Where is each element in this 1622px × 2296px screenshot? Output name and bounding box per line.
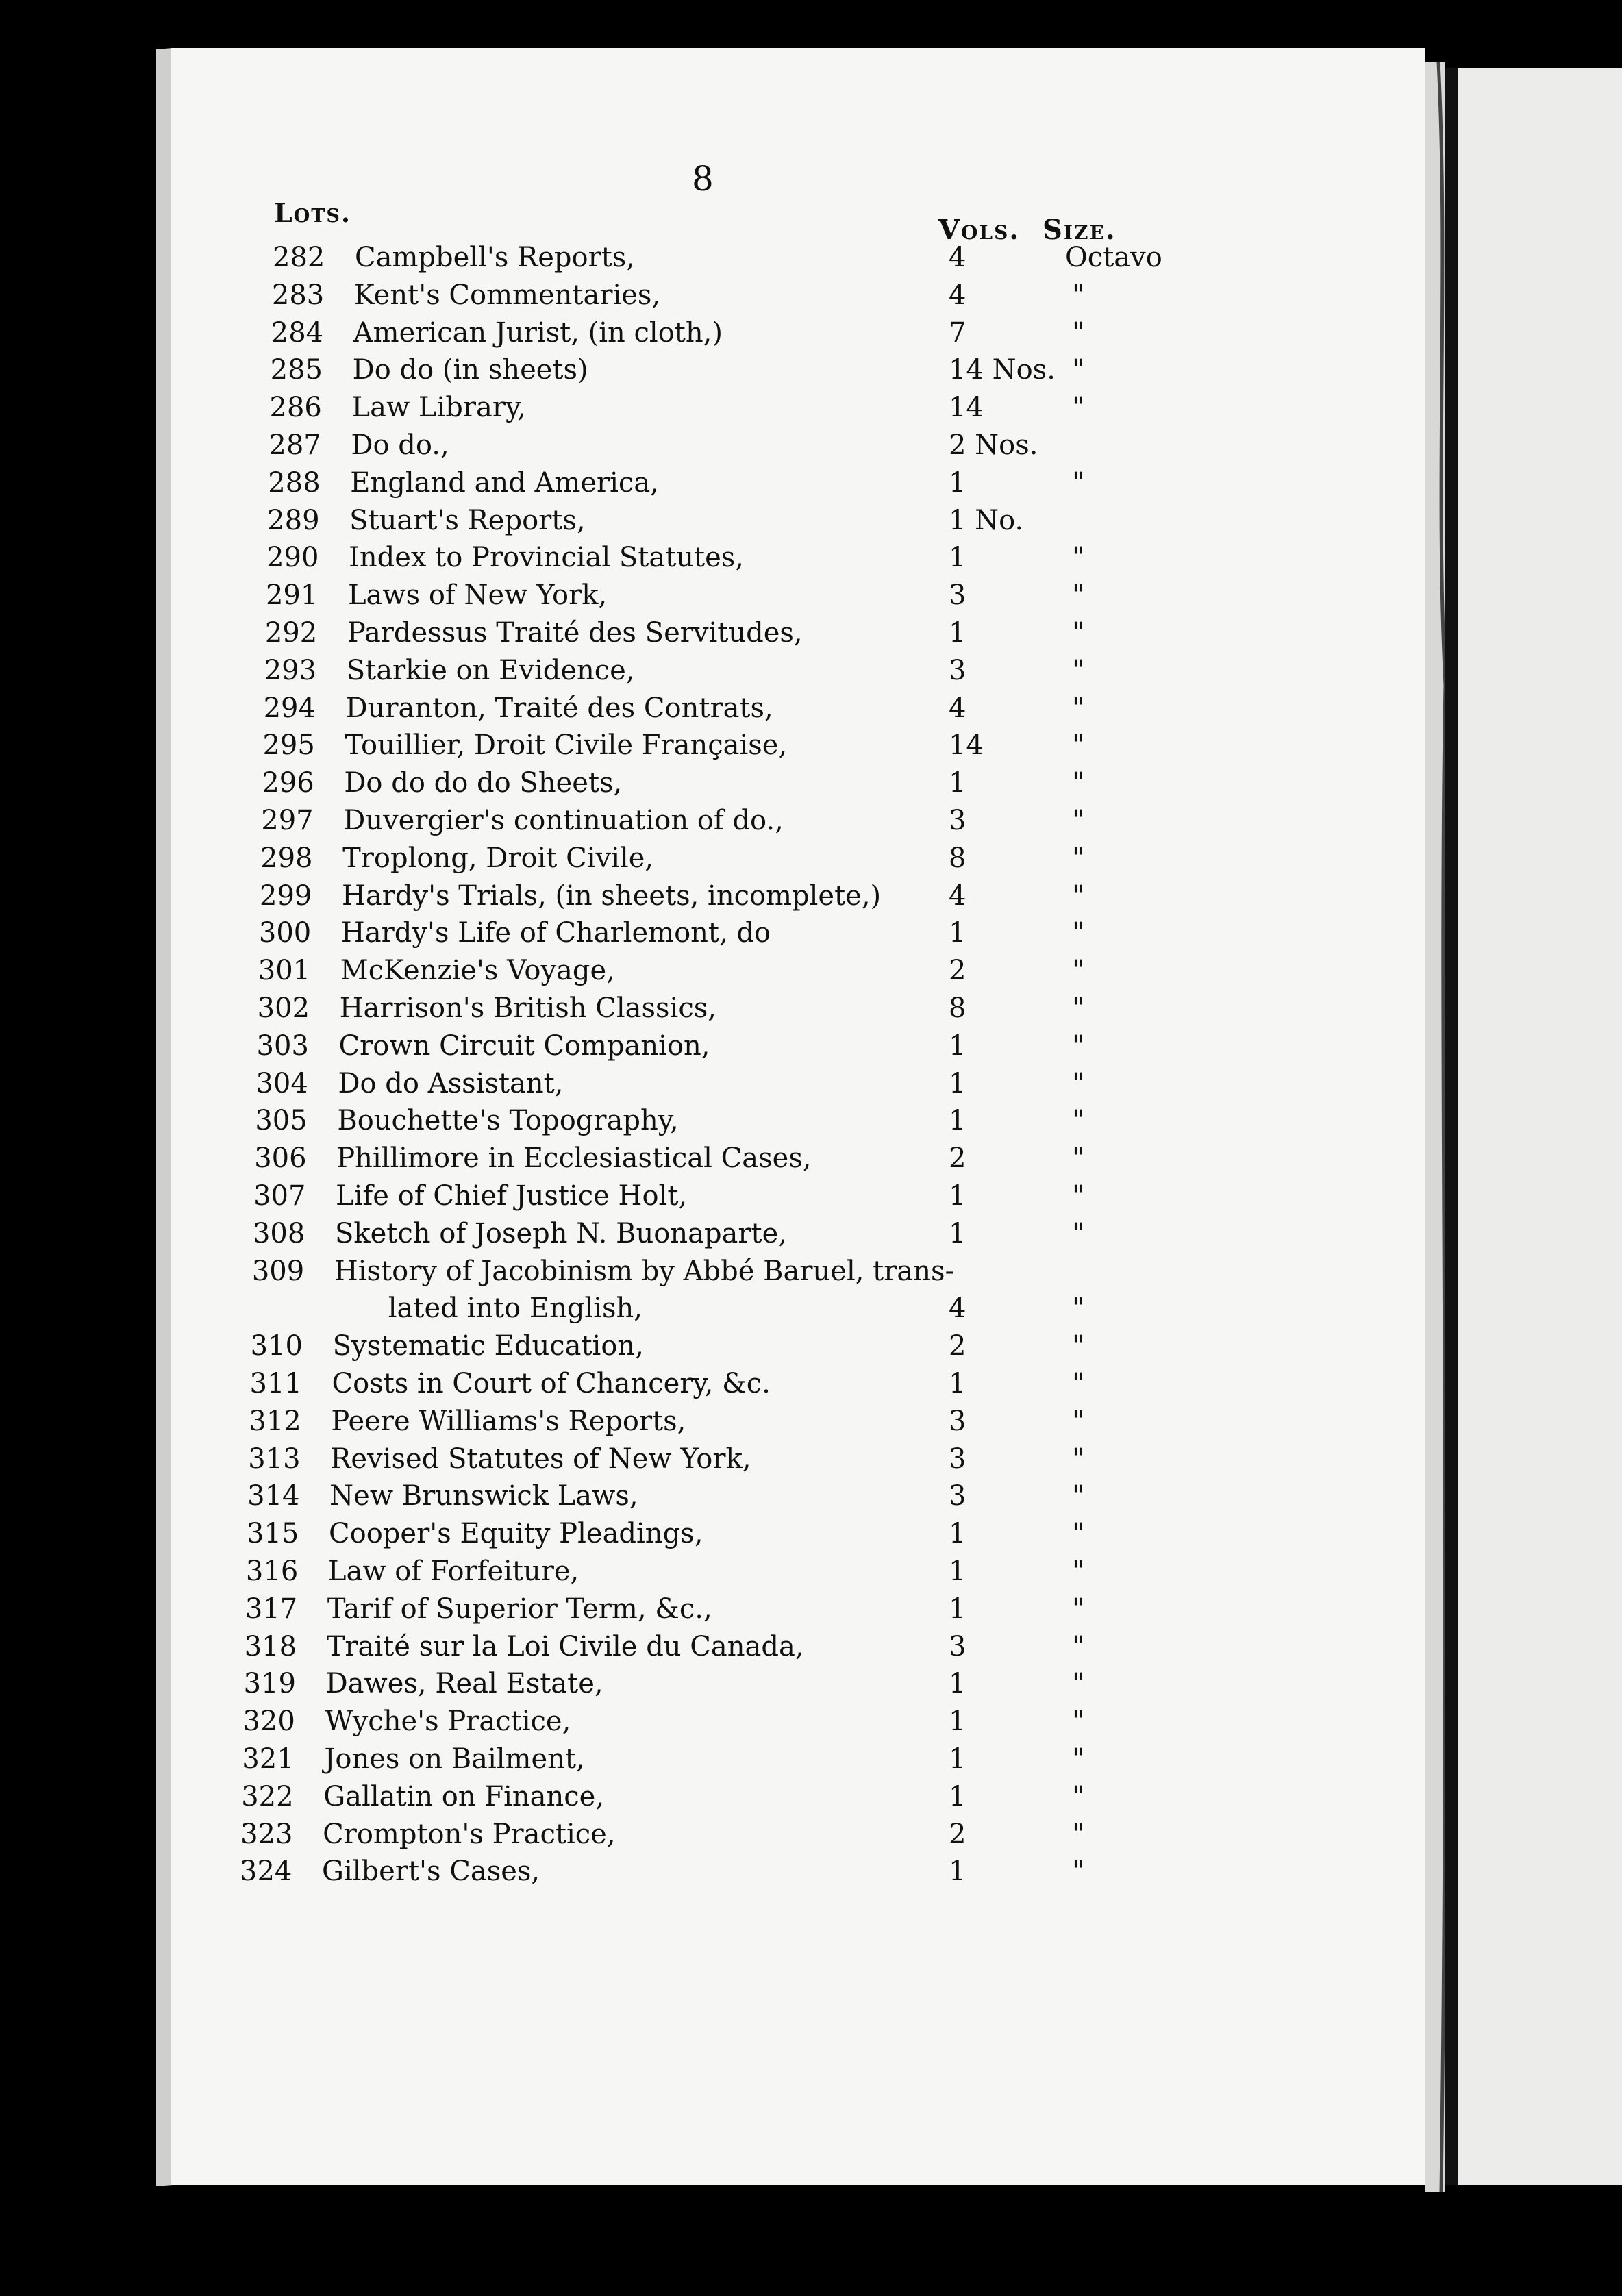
- lot-number: 315: [247, 1518, 299, 1550]
- volume-count: 3: [948, 1480, 966, 1512]
- lot-number: 286: [269, 392, 322, 424]
- book-size: ": [1071, 279, 1085, 311]
- book-title: Wyche's Practice,: [325, 1706, 571, 1738]
- lot-number: 308: [252, 1217, 305, 1249]
- volume-count: 3: [948, 1443, 966, 1475]
- book-title: Duranton, Traité des Contrats,: [345, 692, 773, 724]
- book-title: Dawes, Real Estate,: [325, 1668, 603, 1700]
- lot-number: 292: [264, 617, 318, 649]
- adjacent-page: [1456, 68, 1622, 2185]
- book-size: ": [1072, 1856, 1085, 1888]
- lot-number: 293: [264, 654, 317, 686]
- volume-count: 3: [948, 579, 966, 612]
- volume-count: 7: [948, 316, 966, 349]
- book-title: Gallatin on Finance,: [323, 1780, 605, 1812]
- lot-number: 309: [251, 1255, 305, 1287]
- book-size: ": [1071, 993, 1085, 1024]
- lot-number: 296: [262, 767, 314, 799]
- book-title: Sketch of Joseph N. Buonaparte,: [334, 1217, 787, 1249]
- book-size: ": [1071, 879, 1085, 912]
- volume-count: 3: [948, 1405, 966, 1437]
- volume-count: 4: [948, 692, 966, 724]
- book-title: Systematic Education,: [332, 1330, 644, 1362]
- lot-number: 295: [262, 729, 315, 762]
- book-size: ": [1071, 1556, 1085, 1587]
- lot-number: 311: [249, 1368, 302, 1399]
- volume-count: 1: [948, 542, 966, 574]
- book-title: New Brunswick Laws,: [329, 1480, 638, 1512]
- lot-number: 319: [243, 1668, 296, 1700]
- book-title: Phillimore in Ecclesiastical Cases,: [336, 1143, 812, 1175]
- book-size: ": [1071, 1443, 1085, 1475]
- lot-number: 282: [273, 242, 325, 273]
- lot-number: 288: [268, 466, 321, 499]
- lot-number: 298: [260, 842, 313, 874]
- volume-count: 8: [948, 993, 966, 1024]
- book-title: Stuart's Reports,: [349, 504, 586, 536]
- lot-number: 289: [267, 504, 320, 536]
- book-size: ": [1071, 466, 1085, 499]
- lot-number: 314: [247, 1480, 300, 1512]
- volume-count: 3: [948, 805, 966, 836]
- book-size: ": [1071, 1368, 1085, 1399]
- book-title: McKenzie's Voyage,: [340, 955, 615, 987]
- page-number: 8: [692, 159, 714, 199]
- volume-count: 2: [948, 1330, 966, 1362]
- lot-number: 303: [256, 1030, 309, 1062]
- lot-number: 322: [241, 1780, 294, 1812]
- lot-number: 317: [245, 1593, 298, 1625]
- book-title: Law Library,: [351, 392, 526, 424]
- book-size: ": [1071, 1217, 1085, 1249]
- book-title: Law of Forfeiture,: [327, 1556, 579, 1587]
- book-size: ": [1071, 692, 1085, 724]
- header-size: Size.: [1043, 214, 1116, 246]
- lot-number: 294: [263, 692, 316, 724]
- page-gutter: [1445, 68, 1458, 2185]
- volume-count: 1: [949, 1856, 966, 1888]
- volume-count: 1: [948, 1067, 966, 1099]
- book-size: ": [1071, 1330, 1085, 1362]
- volume-count: 2: [948, 955, 966, 987]
- book-title: Traité sur la Loi Civile du Canada,: [326, 1630, 804, 1662]
- book-size: ": [1071, 654, 1085, 686]
- header-vols: Vols.: [938, 214, 1021, 246]
- lot-number: 283: [271, 279, 325, 311]
- book-size: ": [1071, 617, 1085, 649]
- volume-count: 4: [948, 1293, 966, 1325]
- volume-count: 1: [948, 1180, 966, 1212]
- lot-number: 324: [240, 1856, 292, 1888]
- book-size: ": [1071, 354, 1085, 386]
- book-title: Cooper's Equity Pleadings,: [329, 1518, 703, 1550]
- lot-number: 316: [245, 1556, 299, 1587]
- lot-number: 297: [261, 805, 314, 836]
- lot-number: 318: [244, 1630, 297, 1662]
- book-size: ": [1071, 392, 1085, 424]
- book-title: Crompton's Practice,: [323, 1818, 616, 1850]
- book-size: ": [1071, 917, 1085, 949]
- book-size: ": [1071, 1105, 1085, 1137]
- volume-count: 1: [948, 1556, 966, 1587]
- book-title: Peere Williams's Reports,: [331, 1405, 686, 1437]
- lot-number: 306: [254, 1143, 307, 1175]
- book-title: lated into English,: [388, 1293, 643, 1325]
- volume-count: 1: [948, 1518, 966, 1550]
- book-size: ": [1071, 1480, 1085, 1512]
- book-title: Revised Statutes of New York,: [330, 1443, 751, 1475]
- lot-number: 323: [240, 1818, 293, 1850]
- lot-number: 310: [250, 1330, 303, 1362]
- book-size: ": [1071, 1180, 1085, 1212]
- book-title: Pardessus Traité des Servitudes,: [347, 617, 803, 649]
- lot-number: 320: [242, 1706, 295, 1738]
- book-size: ": [1071, 579, 1085, 612]
- book-size: ": [1071, 1630, 1085, 1662]
- book-title: Index to Provincial Statutes,: [349, 542, 745, 574]
- volume-count: 1: [948, 917, 966, 949]
- volume-count: 1: [948, 1105, 966, 1137]
- book-title: Tarif of Superior Term, &c.,: [327, 1593, 712, 1625]
- book-size: ": [1071, 1593, 1085, 1625]
- lot-number: 307: [253, 1180, 306, 1212]
- volume-count: 2: [948, 1818, 966, 1850]
- book-size: ": [1071, 316, 1085, 349]
- volume-count: 14 Nos.: [948, 354, 1056, 386]
- volume-count: 4: [949, 242, 966, 273]
- lot-number: 300: [258, 917, 312, 949]
- book-title: History of Jacobinism by Abbé Baruel, trans-: [334, 1255, 955, 1287]
- book-title: Costs in Court of Chancery, &c.: [332, 1368, 771, 1399]
- volume-count: 1: [948, 1743, 966, 1775]
- book-size: ": [1071, 1780, 1085, 1812]
- volume-count: 14: [948, 392, 984, 424]
- volume-count: 1: [948, 1593, 966, 1625]
- book-title: Harrison's British Classics,: [339, 993, 716, 1024]
- volume-count: 1: [948, 617, 966, 649]
- volume-count: 1: [948, 1668, 966, 1700]
- book-size: ": [1071, 1706, 1085, 1738]
- header-lots: Lots.: [274, 197, 352, 228]
- book-title: Campbell's Reports,: [355, 242, 636, 273]
- book-title: Crown Circuit Companion,: [338, 1030, 710, 1062]
- volume-count: 14: [948, 729, 984, 762]
- book-title: Life of Chief Justice Holt,: [336, 1180, 688, 1212]
- book-title: Duvergier's continuation of do.,: [343, 805, 784, 836]
- volume-count: 8: [948, 842, 966, 874]
- book-size: ": [1071, 955, 1085, 987]
- book-title: Do do (in sheets): [352, 354, 588, 386]
- lot-number: 299: [260, 879, 312, 912]
- lot-number: 302: [257, 993, 310, 1024]
- book-size: Octavo: [1065, 242, 1162, 273]
- book-title: Laws of New York,: [347, 579, 608, 612]
- book-title: Troplong, Droit Civile,: [342, 842, 654, 874]
- volume-count: 1: [948, 1780, 966, 1812]
- book-size: ": [1071, 542, 1085, 574]
- book-size: ": [1071, 1293, 1085, 1325]
- book-size: ": [1071, 1405, 1085, 1437]
- volume-count: 1: [948, 1706, 966, 1738]
- volume-count: 1: [948, 1030, 966, 1062]
- book-size: ": [1071, 767, 1085, 799]
- book-size: ": [1071, 805, 1085, 836]
- volume-count: 1: [948, 767, 966, 799]
- volume-count: 1 No.: [948, 504, 1024, 536]
- lot-number: 301: [258, 955, 311, 987]
- volume-count: 3: [948, 1630, 966, 1662]
- lot-number: 321: [242, 1743, 295, 1775]
- book-size: ": [1071, 1030, 1085, 1062]
- lot-number: 312: [249, 1405, 301, 1437]
- lot-number: 305: [255, 1105, 308, 1137]
- book-title: Hardy's Life of Charlemont, do: [340, 917, 771, 949]
- lot-number: 284: [271, 316, 324, 349]
- book-size: ": [1071, 1818, 1085, 1850]
- lot-number: 304: [255, 1067, 308, 1099]
- book-title: Kent's Commentaries,: [353, 279, 661, 311]
- book-title: Bouchette's Topography,: [337, 1105, 679, 1137]
- book-title: Gilbert's Cases,: [322, 1856, 540, 1888]
- book-size: ": [1071, 1743, 1085, 1775]
- volume-count: 1: [948, 1368, 966, 1399]
- lot-number: 290: [266, 542, 319, 574]
- book-title: Do do Assistant,: [338, 1067, 564, 1099]
- volume-count: 1: [948, 466, 966, 499]
- book-size: ": [1071, 842, 1085, 874]
- book-size: ": [1071, 1668, 1085, 1700]
- lot-number: 291: [265, 579, 319, 612]
- book-size: ": [1071, 1143, 1085, 1175]
- book-title: American Jurist, (in cloth,): [353, 316, 723, 349]
- left-page-edge: [156, 48, 173, 2186]
- volume-count: 4: [948, 279, 966, 311]
- book-title: Starkie on Evidence,: [346, 654, 635, 686]
- book-title: England and America,: [350, 466, 659, 499]
- volume-count: 3: [948, 654, 966, 686]
- book-title: Do do do do Sheets,: [344, 767, 623, 799]
- book-title: Hardy's Trials, (in sheets, incomplete,): [342, 879, 882, 912]
- volume-count: 2: [948, 1143, 966, 1175]
- volume-count: 1: [948, 1217, 966, 1249]
- book-title: Touillier, Droit Civile Française,: [345, 729, 788, 762]
- book-size: ": [1071, 1067, 1085, 1099]
- lot-number: 313: [248, 1443, 301, 1475]
- book-title: Do do.,: [351, 429, 449, 461]
- lot-number: 287: [269, 429, 321, 461]
- volume-count: 2 Nos.: [948, 429, 1038, 461]
- volume-count: 4: [948, 879, 966, 912]
- lot-number: 285: [270, 354, 323, 386]
- book-title: Jones on Bailment,: [324, 1743, 585, 1775]
- book-size: ": [1071, 1518, 1085, 1550]
- book-size: ": [1071, 729, 1085, 762]
